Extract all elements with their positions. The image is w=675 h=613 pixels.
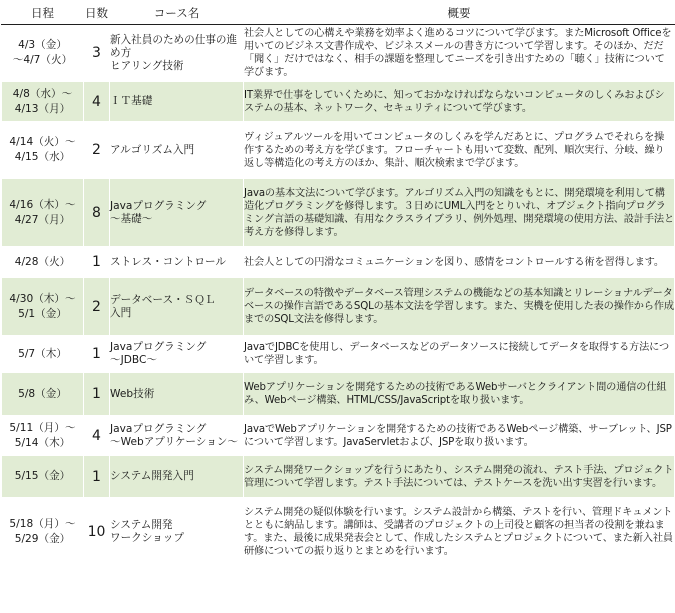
- row-summary: データベースの特徴やデータベース管理システムの機能などの基本知識とリレーショナルデータベースの操作言語であるSQLの基本文法を学習します。また、実機を使用した表の操作から作成までのSQL文法を修得します。: [244, 288, 674, 325]
- table-row: [2, 25, 675, 82]
- table-header-row: [2, 1, 675, 25]
- table-row: [2, 179, 675, 247]
- row-course: システム開発 ワークショップ: [110, 518, 184, 544]
- table-row: [2, 456, 675, 498]
- header-course: コース名: [110, 1, 244, 25]
- row-date: 4/30（木）～ 5/1（金）: [9, 292, 76, 320]
- row-days: 4: [84, 416, 110, 456]
- row-days: 1: [84, 336, 110, 373]
- row-summary: Webアプリケーションを開発するための技術であるWebサーバとクライアント間の通信の仕組み、Webページ構築、HTML/CSS/JavaScriptを取り扱います。: [244, 382, 667, 406]
- row-course: ＩＴ基礎: [110, 95, 153, 107]
- header-date: 日程: [2, 1, 84, 25]
- row-date: 4/8（水）～ 4/13（月）: [12, 87, 73, 115]
- row-summary: IT業界で仕事をしていくために、知っておかなければならないコンピュータのしくみおよびシステムの基本、ネットワーク、セキュリティについて学びます。: [244, 89, 665, 114]
- table-row: [2, 247, 675, 278]
- row-summary: JavaでWebアプリケーションを開発するための技術であるWebページ構築、サーブレット、JSPについて学習します。JavaServletおよび、JSPを取り扱います。: [244, 423, 672, 448]
- table-row: [2, 122, 675, 179]
- header-summary: 概要: [244, 1, 675, 25]
- table-row: [2, 498, 675, 566]
- row-days: 1: [84, 456, 110, 498]
- row-summary: Javaの基本文法について学びます。アルゴリズム入門の知識をもとに、開発環境を利用して構造化プログラミングを修得します。３日めにUML入門をとりいれ、オブジェクト指向プログラミング言語の基礎知識、有用なクラスライブラリ、例外処理、開発環境の使用方法、設計手法と考え方を修得します。: [244, 187, 674, 238]
- row-summary: JavaでJDBCを使用し、データベースなどのデータソースに接続してデータを取得する方法について学習します。: [244, 342, 669, 366]
- row-date: 4/28（火）: [14, 255, 71, 268]
- header-days: 日数: [84, 1, 110, 25]
- row-date: 4/14（火）～ 4/15（水）: [9, 136, 76, 163]
- row-summary: 社会人としての心構えや業務を効率よく進めるコツについて学びます。またMicrosoft Officeを用いてのビジネス文書作成や、ビジネスメールの書き方について学習します。そのほか、だだ「聞く」だけではなく、相手の課題を整理してニーズを引き出すための「聴く」技術について学びます。: [244, 28, 672, 78]
- row-days: 8: [84, 179, 110, 247]
- row-course: アルゴリズム入門: [110, 143, 195, 156]
- row-course: システム開発入門: [110, 470, 194, 482]
- table-row: [2, 278, 675, 336]
- row-course: 新入社員のための仕事の進 め方 ヒアリング技術: [110, 33, 238, 72]
- row-course: Javaプログラミング ～JDBC～: [110, 341, 207, 366]
- table-row: [2, 336, 675, 373]
- row-date: 4/3（金） ～4/7（火）: [12, 39, 73, 66]
- row-days: 1: [84, 373, 110, 416]
- row-course: データベース・ＳＱＬ 入門: [110, 293, 216, 319]
- table-row: [2, 82, 675, 122]
- row-course: Javaプログラミング ～Webアプリケーション～: [110, 422, 238, 448]
- row-days: 2: [84, 122, 110, 179]
- row-summary: システム開発の疑似体験を行います。システム設計から構築、テストを行い、管理ドキュメントとともに納品します。講師は、受講者のプロジェクトの上司役と顧客の担当者の役割を兼ねます。また、最後に成果発表会として、作成したシステムとプロジェクトについて、また新入社員研修についての振り返りとまとめを行います。: [244, 506, 673, 557]
- row-course: Web技術: [110, 387, 155, 400]
- row-date: 4/16（木）～ 4/27（月）: [9, 198, 76, 226]
- row-date: 5/8（金）: [18, 387, 67, 400]
- row-date: 5/15（金）: [14, 470, 71, 482]
- row-days: 3: [84, 25, 110, 82]
- table-row: [2, 416, 675, 456]
- row-days: 1: [84, 247, 110, 278]
- table-row: [2, 373, 675, 416]
- row-date: 5/11（月）～ 5/14（木）: [9, 421, 76, 449]
- row-date: 5/7（木）: [18, 347, 67, 360]
- row-days: 10: [84, 498, 110, 566]
- row-days: 2: [84, 278, 110, 336]
- row-course: ストレス・コントロール: [110, 255, 227, 268]
- training-schedule-table: [1, 0, 675, 566]
- row-summary: システム開発ワークショップを行うにあたり、システム開発の流れ、テスト手法、プロジェクト管理について学習します。テスト手法については、テストケースを洗い出す実習を行います。: [244, 464, 674, 489]
- row-summary: ヴィジュアルツールを用いてコンピュータのしくみを学んだあとに、プログラムでそれらを操作するための考え方を学びます。フローチャートも用いて変数、配列、順次実行、分岐、繰り返し等構造化の考え方のほか、集計、順次検索まで学びます。: [244, 131, 665, 169]
- row-summary: 社会人としての円滑なコミュニケーションを図り、感情をコントロールする術を習得します。: [244, 256, 664, 268]
- row-course: Javaプログラミング ～基礎～: [110, 199, 207, 225]
- row-days: 4: [84, 82, 110, 122]
- row-date: 5/18（月）～ 5/29（金）: [9, 517, 76, 545]
